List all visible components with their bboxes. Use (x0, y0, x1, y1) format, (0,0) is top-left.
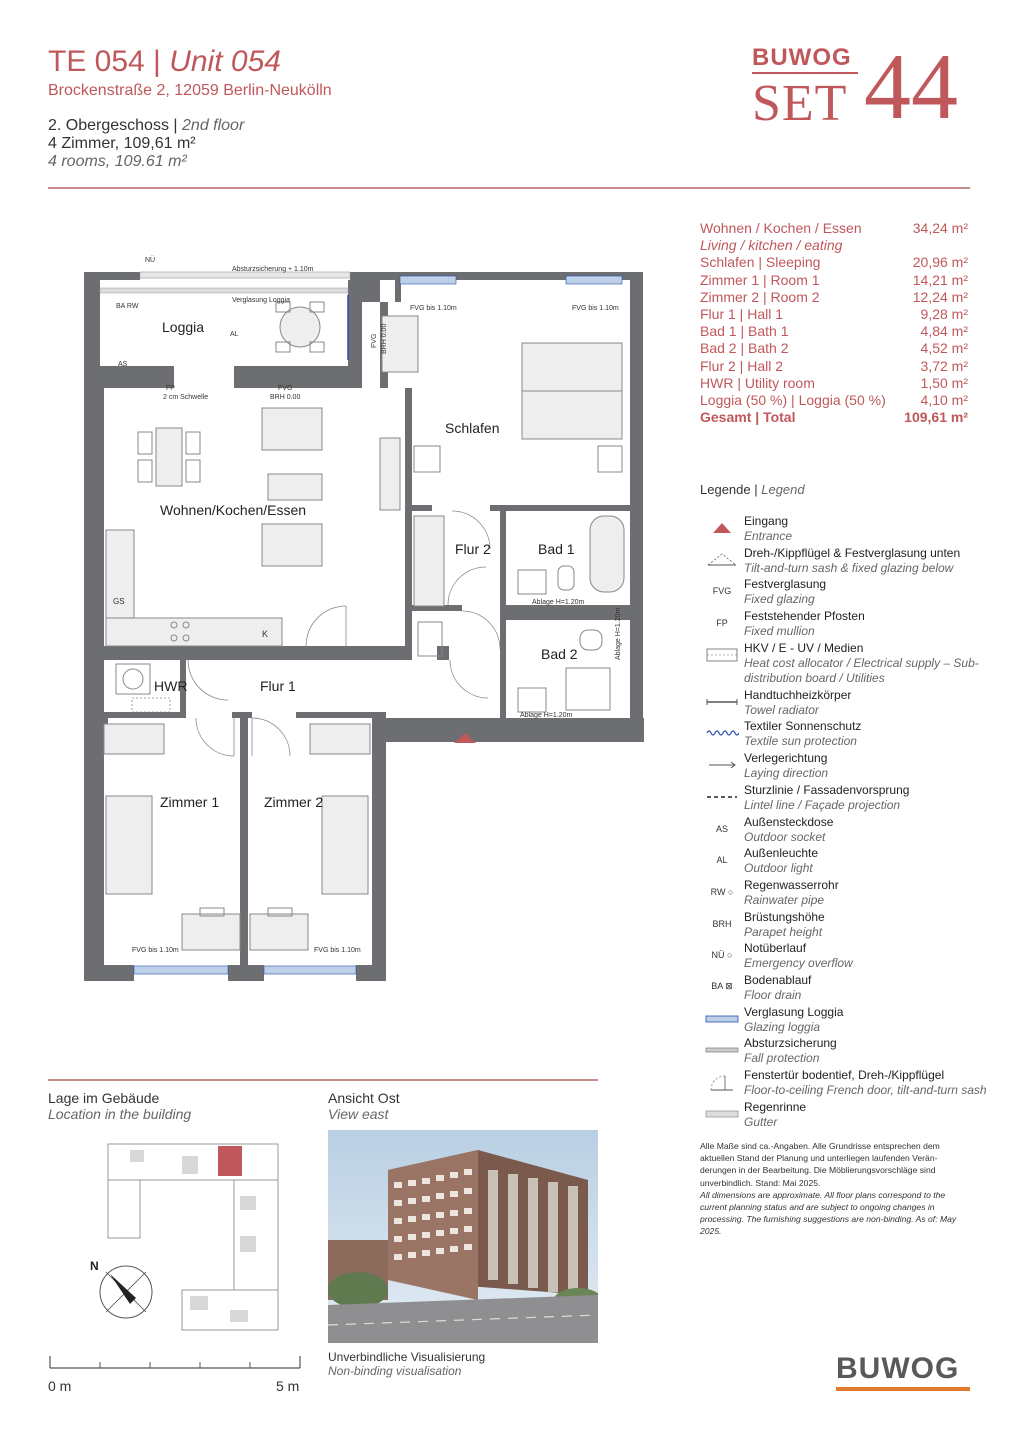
plan-room-label: HWR (154, 678, 188, 694)
legend-item: Textiler Sonnenschutz Textile sun protection (700, 719, 990, 751)
logo-brand: BUWOG (752, 44, 852, 71)
disclaimer (700, 1140, 970, 1238)
plan-room-label: Flur 1 (260, 678, 296, 694)
gutter-icon (700, 1100, 744, 1128)
area-row: Wohnen / Kochen / Essen 34,24 m² (700, 220, 968, 236)
legend-item: Verlegerichtung Laying direction (700, 751, 990, 783)
floor-plan (0, 0, 700, 1000)
rooms-de: 4 Zimmer, 109,61 m² (48, 135, 196, 152)
legend-item: Eingang Entrance (700, 514, 990, 546)
loggia-glazing-icon (700, 1005, 744, 1033)
view-heading: Ansicht Ost View east (328, 1090, 400, 1122)
scale-end: 5 m (276, 1378, 300, 1394)
legend-item: Regenrinne Gutter (700, 1100, 990, 1132)
nu-symbol: NÜ ○ (711, 950, 733, 961)
utilities-icon (700, 641, 744, 669)
plan-note: NÜ (145, 257, 156, 264)
area-row: Bad 2 | Bath 2 4,52 m² (700, 340, 968, 357)
unit-location-marker (218, 1146, 242, 1176)
legend-item: NÜ ○ Notüberlauf Emergency overflow (700, 941, 990, 973)
legend-item: Verglasung Loggia Glazing loggia (700, 1005, 990, 1037)
french-door-icon (700, 1068, 744, 1096)
fvg-symbol: FVG (712, 586, 732, 597)
brh-symbol: BRH (712, 918, 732, 929)
disclaimer-en: All dimensions are approximate. All floor plans correspond to the current planning status and are subject to ongoing changes in processing. The furnishing suggestions are non-binding. As of: May 2025. (700, 1189, 957, 1237)
set44-logo (752, 35, 972, 139)
north-label: N (90, 1259, 99, 1273)
plan-note: 2 cm Schwelle (163, 394, 209, 401)
sun-protection-icon (700, 719, 744, 747)
legend-item: BRH Brüstungshöhe Parapet height (700, 910, 990, 942)
area-row: Schlafen | Sleeping 20,96 m² (700, 254, 968, 271)
logo-number: 44 (864, 35, 958, 139)
plan-note: FVG (371, 333, 378, 348)
al-symbol: AL (716, 855, 728, 866)
plan-note: Absturzsicherung + 1.10m (232, 266, 314, 273)
plan-room-label: Schlafen (445, 420, 500, 436)
plan-room-label: Loggia (162, 319, 205, 335)
legend-item: BA ⊠ Bodenablauf Floor drain (700, 973, 990, 1005)
plan-note: BRH 0.00 (270, 394, 301, 401)
legend-item: HKV / E - UV / Medien Heat cost allocator / Electrical supply – Sub-distribution board / Utilities (700, 641, 990, 688)
plan-room-label: Bad 1 (538, 541, 575, 557)
plan-note: FP (166, 385, 175, 392)
area-table (700, 220, 968, 426)
plan-note: Ablage H=1.20m (615, 607, 622, 660)
footer-logo-underline (836, 1387, 970, 1391)
plan-note: Ablage H=1.20m (532, 599, 585, 606)
towel-radiator-icon (700, 688, 744, 716)
plan-note: FVG bis 1.10m (410, 305, 457, 312)
legend-item: Handtuchheizkörper Towel radiator (700, 688, 990, 720)
legend-item: Absturzsicherung Fall protection (700, 1036, 990, 1068)
logo-underline (752, 72, 858, 74)
plan-note: AL (230, 331, 239, 338)
plan-note: K (262, 629, 269, 639)
fall-protection-icon (700, 1036, 744, 1064)
laying-direction-icon (700, 751, 744, 779)
rw-symbol: RW ○ (710, 886, 734, 897)
legend-title: Legende | Legend (700, 482, 805, 497)
legend-item: Fenstertür bodentief, Dreh-/Kippflügel Floor-to-ceiling French door, tilt-and-turn sash (700, 1068, 990, 1100)
plan-note: BRH 0.00 (381, 323, 388, 354)
area-row: Zimmer 1 | Room 1 14,21 m² (700, 271, 968, 288)
tilt-turn-window-icon (700, 546, 744, 574)
area-row: Flur 2 | Hall 2 3,72 m² (700, 357, 968, 374)
as-symbol: AS (715, 823, 728, 834)
legend-item: FP Feststehender Pfosten Fixed mullion (700, 609, 990, 641)
legend (700, 514, 990, 1131)
plan-note: FVG bis 1.10m (572, 305, 619, 312)
area-row: Bad 1 | Bath 1 4,84 m² (700, 323, 968, 340)
legend-item: FVG Festverglasung Fixed glazing (700, 577, 990, 609)
compass-needle (110, 1274, 136, 1304)
plan-room-label: Wohnen/Kochen/Essen (160, 502, 307, 518)
entrance-icon (700, 514, 744, 542)
scale-start: 0 m (48, 1378, 72, 1394)
plan-room-label: Bad 2 (541, 646, 578, 662)
lintel-line-icon (700, 783, 744, 811)
area-row: Loggia (50 %) | Loggia (50 %) 4,10 m² (700, 392, 968, 409)
plan-note: AS (118, 361, 128, 368)
legend-item: Dreh-/Kippflügel & Festverglasung unten Tilt-and-turn sash & fixed glazing below (700, 546, 990, 578)
plan-room-label: Zimmer 2 (264, 794, 324, 810)
rooms-en: 4 rooms, 109.61 m² (48, 153, 187, 170)
location-heading: Lage im Gebäude Location in the building (48, 1090, 192, 1122)
plan-note: BA RW (116, 303, 139, 310)
ba-symbol: BA ⊠ (711, 981, 733, 992)
disclaimer-de: Alle Maße sind ca.-Angaben. Alle Grundrisse entsprechen dem aktuellen Stand der Planung und unterliegen laufenden Verän-derungen in der Bearbeitung. Die Möblierungsvorschläge sind unverbindlich. Stand: Mai 2025. (700, 1141, 940, 1188)
plan-note: FVG (278, 385, 293, 392)
building-visualisation (328, 1130, 598, 1343)
scale-bar (48, 1352, 308, 1372)
legend-item: AS Außensteckdose Outdoor socket (700, 815, 990, 847)
location-diagram (90, 1140, 290, 1340)
unit-title-de: TE 054 | (48, 45, 161, 78)
area-row: Zimmer 2 | Room 2 12,24 m² (700, 288, 968, 305)
plan-room-label: Flur 2 (455, 541, 491, 557)
logo-set: SET (752, 75, 848, 132)
plan-note: FVG bis 1.10m (314, 947, 361, 954)
buwog-footer-logo: BUWOG (836, 1352, 960, 1385)
unit-title-en: Unit 054 (169, 45, 281, 78)
plan-note: Ablage H=1.20m (520, 712, 573, 719)
legend-item: RW ○ Regenwasserrohr Rainwater pipe (700, 878, 990, 910)
area-total-row: Gesamt | Total 109,61 m² (700, 409, 968, 426)
floor-de: 2. Obergeschoss | (48, 117, 178, 134)
floor-en: 2nd floor (182, 117, 245, 134)
fp-symbol: FP (716, 618, 728, 629)
area-row: HWR | Utility room 1,50 m² (700, 374, 968, 391)
plan-note: Verglasung Loggia (232, 297, 290, 304)
lower-divider (48, 1079, 598, 1081)
legend-item: Sturzlinie / Fassadenvorsprung Lintel line / Façade projection (700, 783, 990, 815)
visualisation-caption: Unverbindliche Visualisierung Non-binding visualisation (328, 1350, 486, 1378)
plan-note: FVG bis 1.10m (132, 947, 179, 954)
plan-room-label: Zimmer 1 (160, 794, 220, 810)
area-row: Living / kitchen / eating (700, 237, 843, 254)
legend-item: AL Außenleuchte Outdoor light (700, 846, 990, 878)
plan-note: GS (113, 597, 125, 606)
area-row: Flur 1 | Hall 1 9,28 m² (700, 306, 968, 323)
address: Brockenstraße 2, 12059 Berlin-Neukölln (48, 82, 332, 99)
